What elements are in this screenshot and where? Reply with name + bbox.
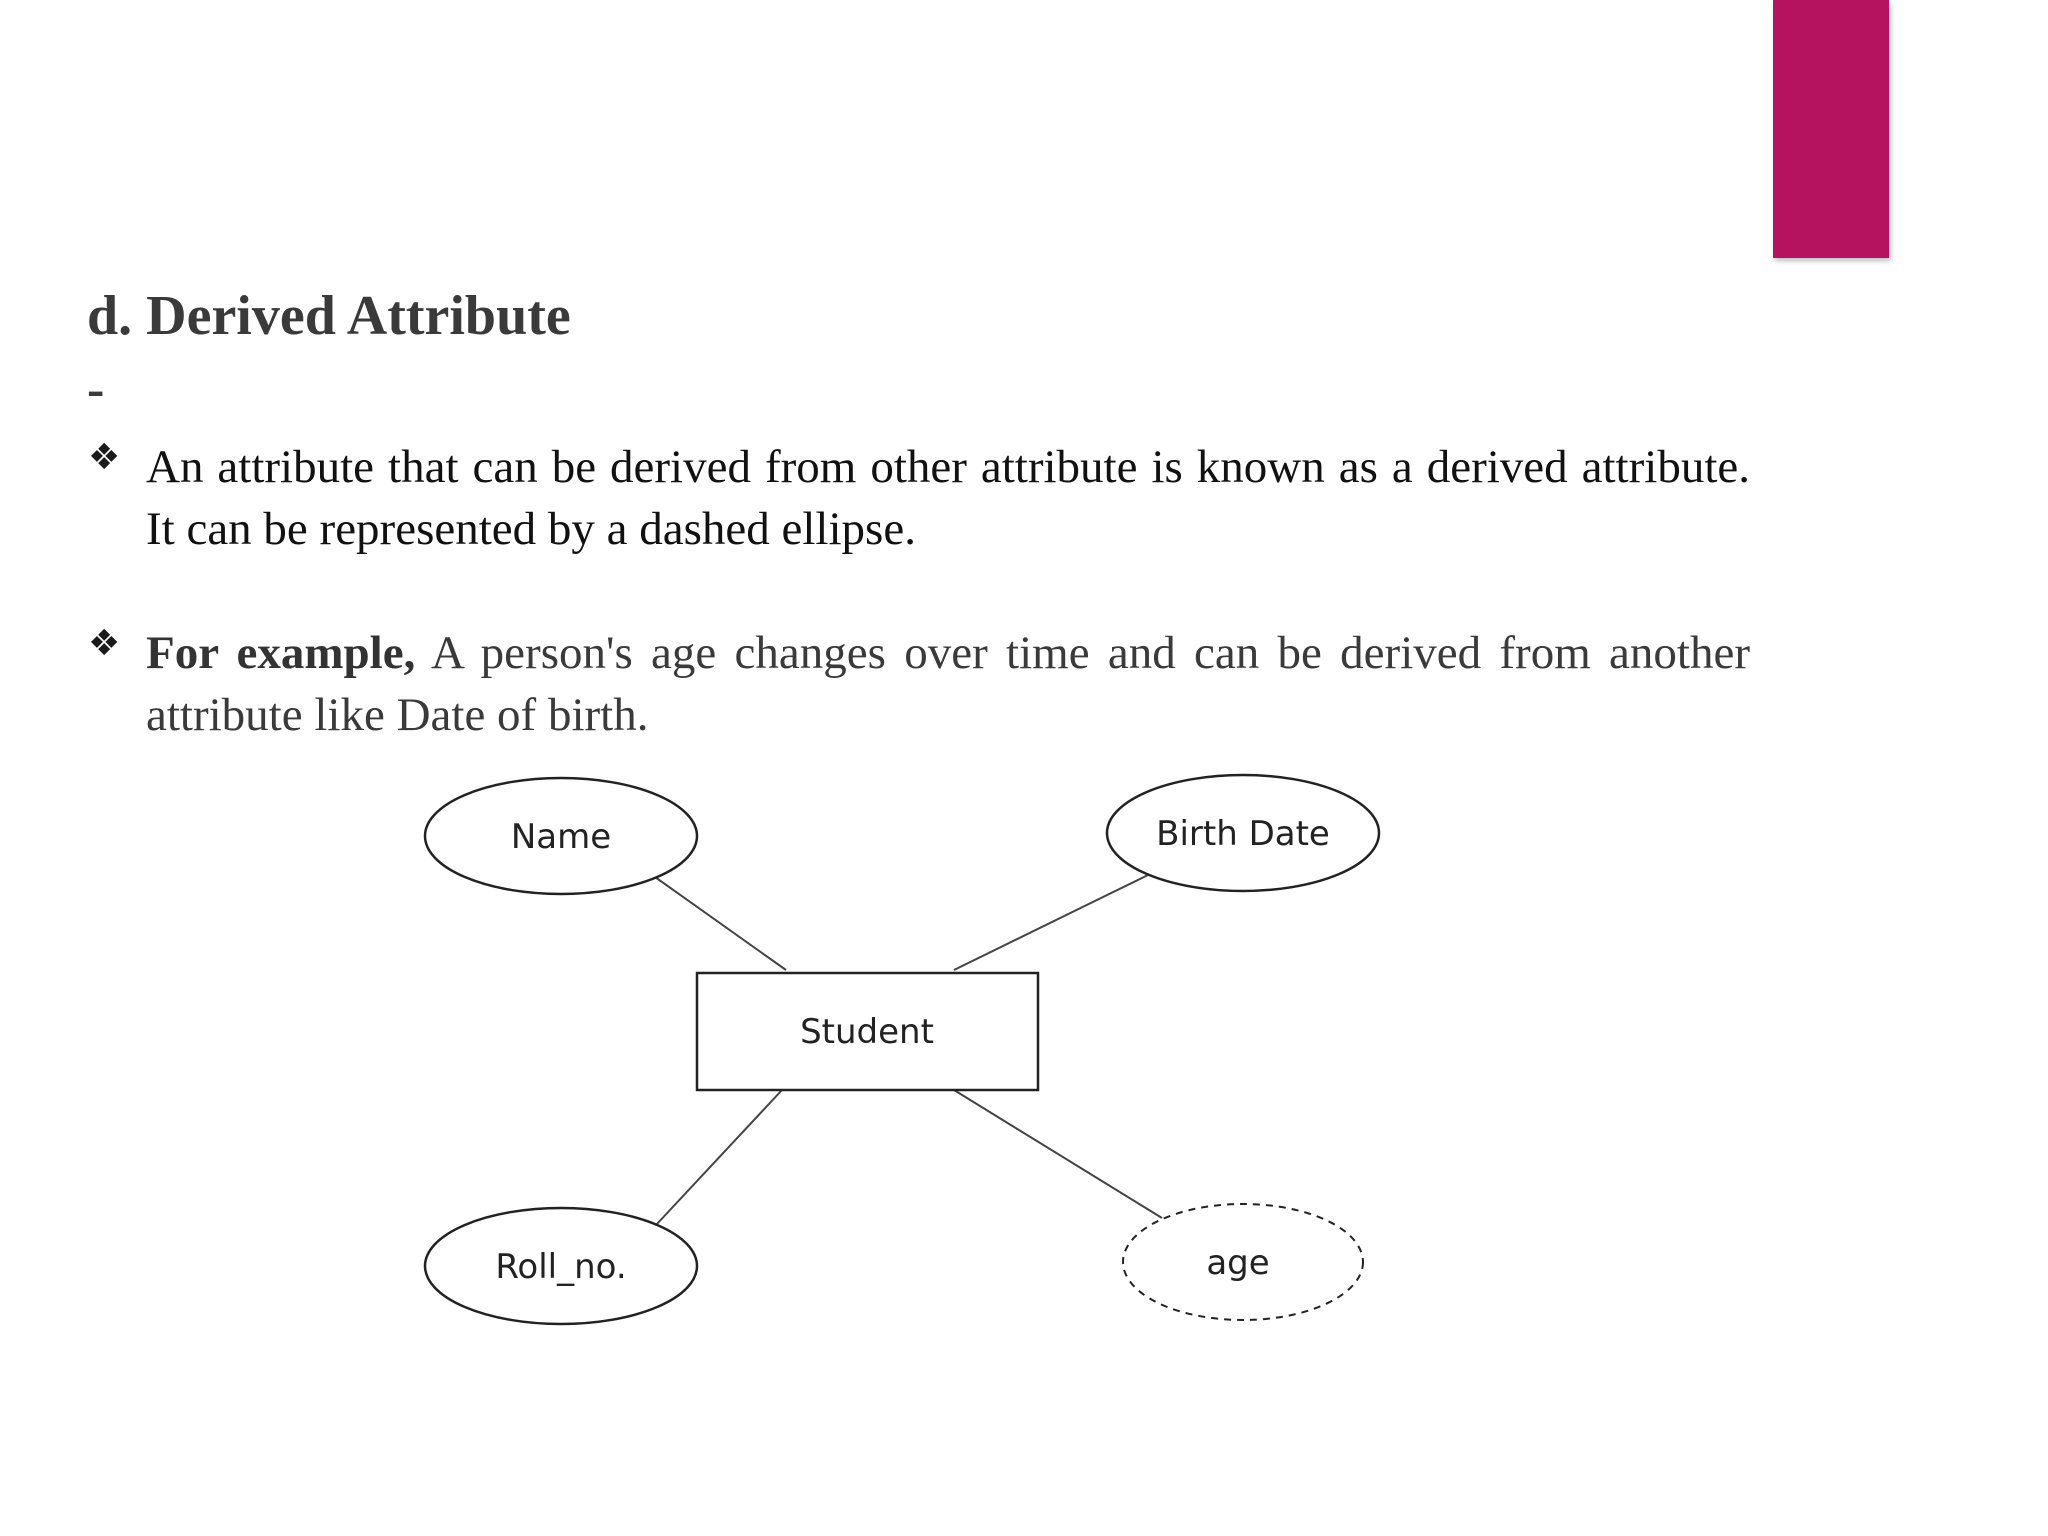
attribute-birth-date-label: Birth Date	[1156, 814, 1330, 854]
diamond-bullet-icon: ❖	[88, 623, 121, 664]
attribute-roll-no-label: Roll_no.	[495, 1247, 627, 1287]
title-dash: -	[87, 361, 105, 418]
connector-age	[954, 1090, 1162, 1218]
bullet-example-lead: For example,	[146, 627, 416, 679]
attribute-age-label: age	[1206, 1243, 1270, 1283]
diamond-bullet-icon: ❖	[88, 437, 121, 478]
bullet-example-text: A person's age changes over time and can be derived from another attribute like Date of birth.	[146, 627, 1750, 741]
attribute-name-label: Name	[510, 817, 612, 857]
entity-student-label: Student	[800, 1012, 934, 1052]
bullet-definition-text: An attribute that can be derived from other attribute is known as a derived attribute. It can be represented by a dashed ellipse.	[146, 441, 1750, 555]
connector-roll-no	[656, 1090, 782, 1225]
connector-birth-date	[954, 875, 1148, 970]
connector-name	[655, 877, 786, 970]
slide-title: d. Derived Attribute	[87, 285, 571, 347]
